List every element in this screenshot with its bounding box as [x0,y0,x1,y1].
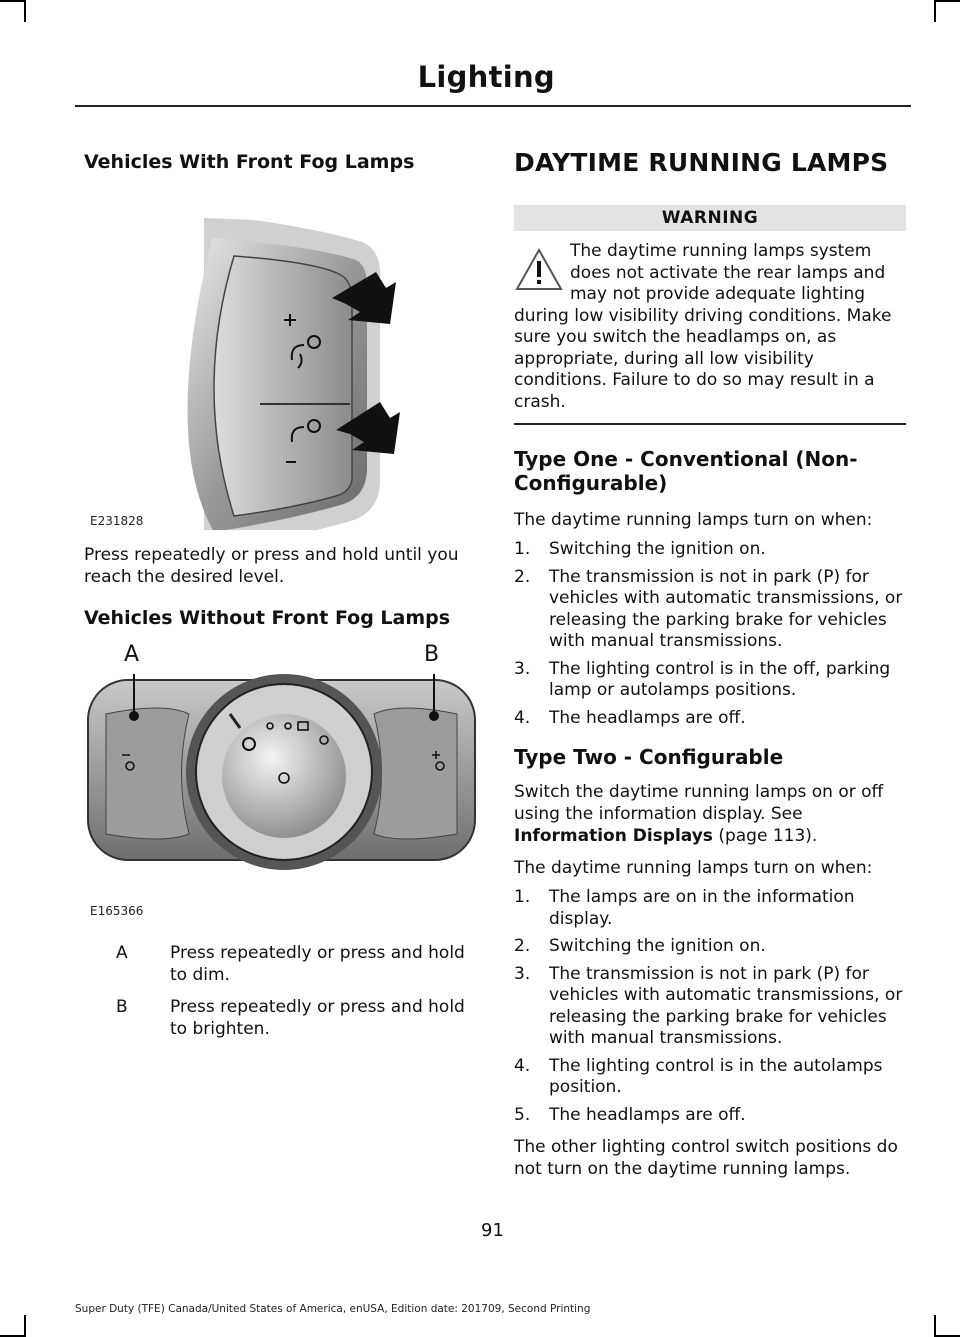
crop-mark [24,0,26,22]
warning-text: The daytime running lamps system does not activate the rear lamps and may not provide adequate lighting during low visibility driving conditions. Make sure you switch the headlamps on, as appropriate, during all low visibility conditions. Failure to do so may result in a crash. [514,241,892,412]
crop-mark [934,1315,936,1337]
type-two-intro: The daytime running lamps turn on when: [514,858,873,878]
legend-key: A [116,943,128,963]
list-item: 3. The transmission is not in park (P) for vehicles with automatic transmissions, or releasing the parking brake for vehicles with manual transmissions. [514,963,903,1048]
list-item: 1. Switching the ignition on. [514,539,766,559]
information-displays-link[interactable]: Information Displays [514,826,713,846]
type-two-paragraph: Switch the daytime running lamps on or off using the information display. See Information Displays (page 113). [514,782,884,846]
fog-switch-figure [84,190,479,530]
list-item: 4. The lighting control is in the autolamps position. [514,1055,883,1097]
type-two-list [514,887,906,1126]
left-column [84,140,479,1040]
list-item: 4. The headlamps are off. [514,707,746,728]
right-column [514,140,906,1180]
fog-switch-illustration [84,190,479,530]
figure-code: E165366 [90,904,144,918]
closing-paragraph: The other lighting control switch positions do not turn on the daytime running lamps. [514,1137,898,1179]
crop-mark [0,0,24,2]
list-item: 3. The lighting control is in the off, parking lamp or autolamps positions. [514,658,891,700]
type-two-heading: Type Two - Configurable [514,745,784,769]
list-item: 1. The lamps are on in the information display. [514,887,855,929]
callout-b: B [424,642,440,667]
lighting-control-illustration [84,644,479,920]
press-instruction: Press repeatedly or press and hold until you reach the desired level. [84,545,459,587]
crop-mark [936,0,960,2]
list-item: 2. The transmission is not in park (P) for vehicles with automatic transmissions, or releasing the parking brake for vehicles with manual transmissions. [514,566,903,651]
page-title: Lighting [417,60,555,94]
legend-text: Press repeatedly or press and hold to dim. [170,943,465,985]
footer-text: Super Duty (TFE) Canada/United States of America, enUSA, Edition date: 201709, Second Printing [75,1303,591,1315]
callout-a: A [124,642,140,667]
warning-rule [514,423,906,425]
warning-band: WARNING [514,205,906,231]
callout-legend [84,942,479,1040]
list-item: 5. The headlamps are off. [514,1104,746,1125]
warning-triangle-icon [514,247,564,292]
type-one-heading: Type One - Conventional (Non-Configurable) [514,447,858,495]
lighting-control-figure [84,644,479,920]
header-rule [75,105,911,107]
figure-code: E231828 [90,514,144,528]
section-title: DAYTIME RUNNING LAMPS [514,148,889,177]
legend-key: B [116,997,128,1017]
crop-mark [934,0,936,22]
no-fog-lamps-heading: Vehicles Without Front Fog Lamps [84,607,451,629]
fog-lamps-heading: Vehicles With Front Fog Lamps [84,151,415,173]
legend-text: Press repeatedly or press and hold to brighten. [170,997,465,1039]
list-item: 2. Switching the ignition on. [514,936,766,956]
crop-mark [24,1315,26,1337]
warning-box [514,241,906,413]
type-one-list [514,539,906,729]
type-one-intro: The daytime running lamps turn on when: [514,510,873,530]
page-number: 91 [481,1220,504,1241]
